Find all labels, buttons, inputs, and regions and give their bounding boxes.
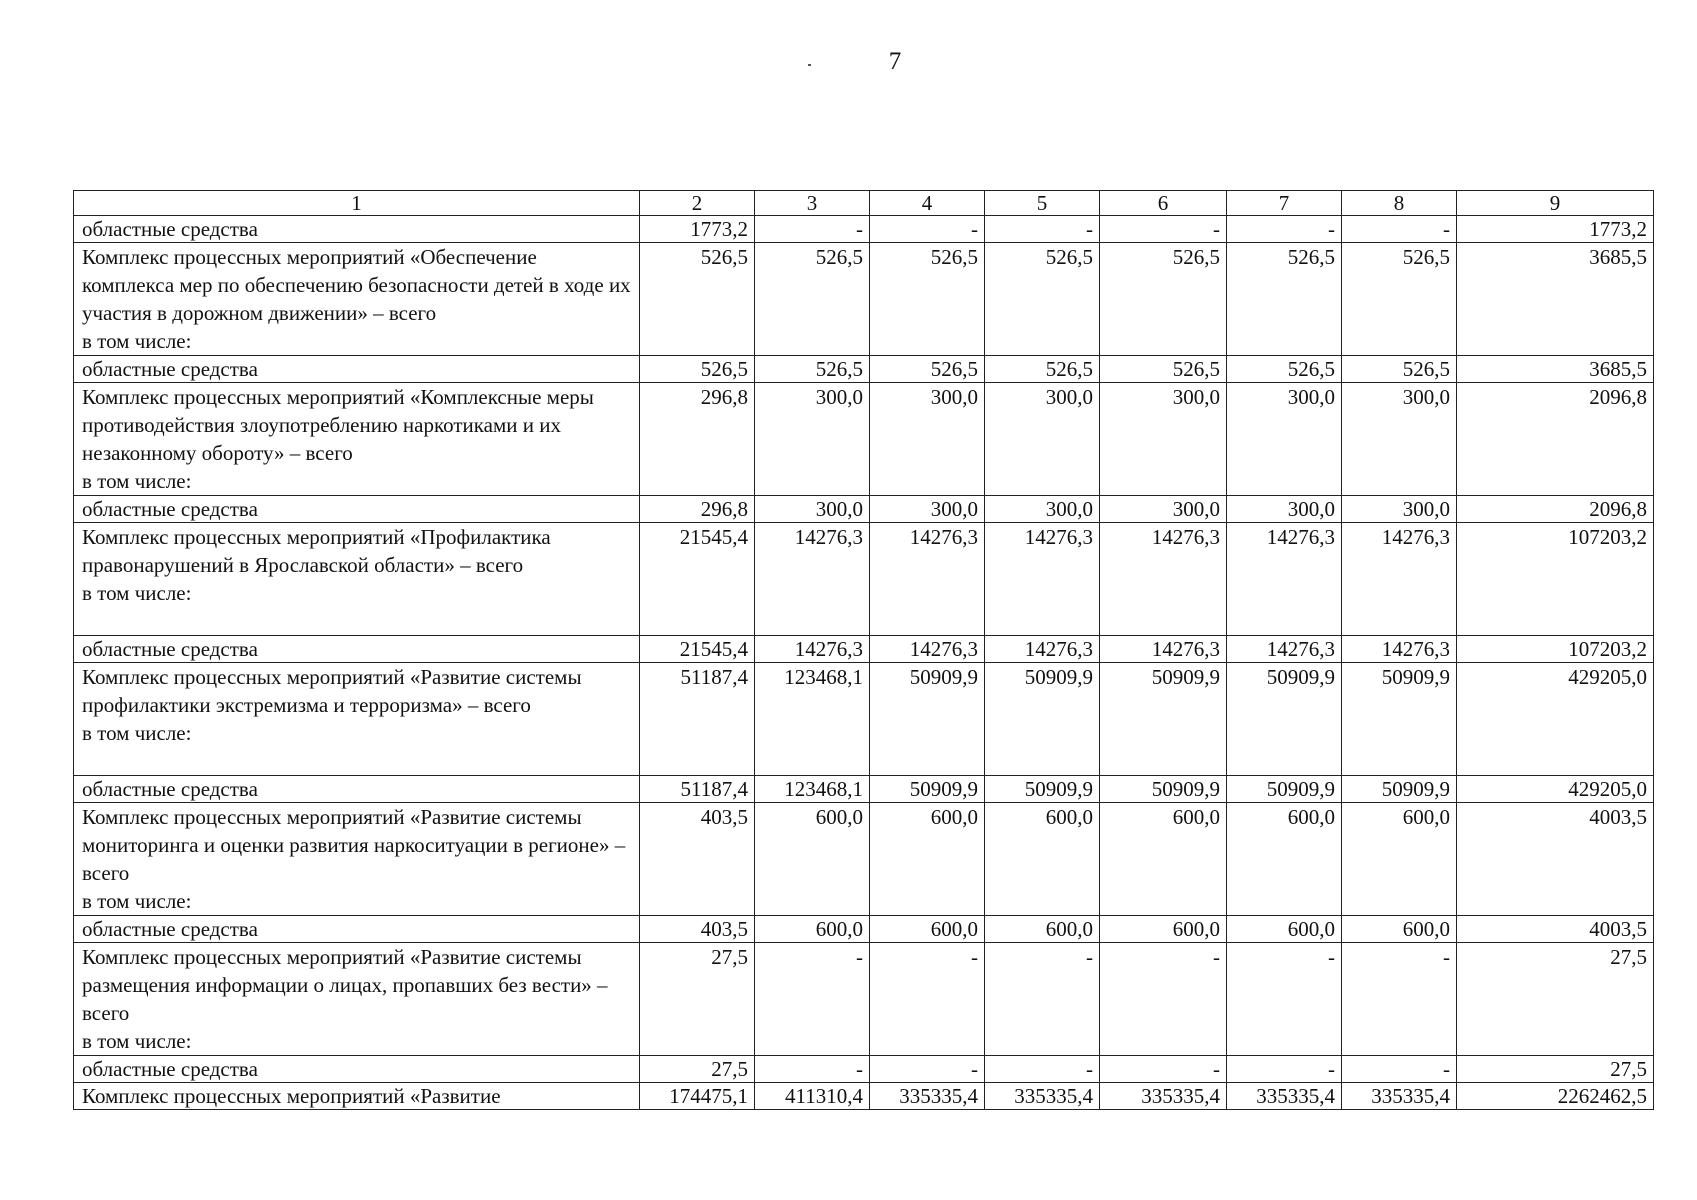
budget-value-cell: - [755, 1056, 870, 1083]
budget-value-cell: 27,5 [640, 943, 755, 1056]
funding-source-name: областные средства [74, 216, 640, 243]
column-number-header: 9 [1457, 191, 1654, 216]
budget-value-cell: - [755, 216, 870, 243]
program-complex-row [74, 943, 1654, 1056]
budget-value-cell: 429205,0 [1457, 776, 1654, 803]
funding-source-name: областные средства [74, 1056, 640, 1083]
budget-value-cell: 600,0 [1227, 916, 1342, 943]
budget-value-cell: 335335,4 [985, 1083, 1100, 1110]
budget-table [73, 190, 1654, 1110]
budget-value-cell: 14276,3 [1342, 523, 1457, 636]
budget-value-cell: 300,0 [1342, 496, 1457, 523]
budget-value-cell: 14276,3 [1100, 636, 1227, 663]
program-complex-row [74, 1083, 1654, 1110]
budget-value-cell: 600,0 [870, 916, 985, 943]
column-number-header: 3 [755, 191, 870, 216]
budget-value-cell: 3685,5 [1457, 356, 1654, 383]
budget-value-cell: - [1100, 1056, 1227, 1083]
budget-value-cell: 14276,3 [1227, 636, 1342, 663]
budget-value-cell: 14276,3 [755, 636, 870, 663]
budget-value-cell: 600,0 [755, 916, 870, 943]
budget-value-cell: 14276,3 [985, 523, 1100, 636]
budget-value-cell: 27,5 [1457, 943, 1654, 1056]
budget-value-cell: 526,5 [1342, 243, 1457, 356]
budget-value-cell: 123468,1 [755, 776, 870, 803]
budget-value-cell: 526,5 [1100, 356, 1227, 383]
budget-value-cell: 600,0 [1100, 916, 1227, 943]
budget-value-cell: 123468,1 [755, 663, 870, 776]
budget-value-cell: 50909,9 [1100, 663, 1227, 776]
funding-source-name: областные средства [74, 916, 640, 943]
budget-value-cell: 50909,9 [1227, 776, 1342, 803]
program-complex-name: Комплекс процессных мероприятий «Развитие системы размещения информации о лицах, пропавших без вести» – всего в том числе: [74, 943, 640, 1056]
funding-source-name: областные средства [74, 356, 640, 383]
funding-source-name: областные средства [74, 496, 640, 523]
budget-value-cell: 27,5 [1457, 1056, 1654, 1083]
budget-value-cell: 14276,3 [870, 523, 985, 636]
funding-source-row [74, 216, 1654, 243]
program-complex-row [74, 523, 1654, 636]
budget-value-cell: 429205,0 [1457, 663, 1654, 776]
budget-value-cell: 526,5 [755, 243, 870, 356]
budget-value-cell: - [985, 1056, 1100, 1083]
budget-value-cell: 14276,3 [1342, 636, 1457, 663]
budget-value-cell: 600,0 [1100, 803, 1227, 916]
column-number-header: 6 [1100, 191, 1227, 216]
budget-value-cell: 14276,3 [870, 636, 985, 663]
budget-value-cell: 51187,4 [640, 776, 755, 803]
budget-value-cell: 107203,2 [1457, 523, 1654, 636]
budget-value-cell: 600,0 [755, 803, 870, 916]
program-complex-name: Комплекс процессных мероприятий «Комплексные меры противодействия злоупотреблению наркотиками и их незаконному обороту» – всего в том числе: [74, 383, 640, 496]
budget-value-cell: 50909,9 [1227, 663, 1342, 776]
program-complex-name: Комплекс процессных мероприятий «Обеспечение комплекса мер по обеспечению безопасности детей в ходе их участия в дорожном движении» – всего в том числе: [74, 243, 640, 356]
budget-value-cell: 174475,1 [640, 1083, 755, 1110]
budget-value-cell: 526,5 [640, 243, 755, 356]
budget-value-cell: 411310,4 [755, 1083, 870, 1110]
budget-value-cell: 300,0 [755, 383, 870, 496]
budget-value-cell: 14276,3 [1100, 523, 1227, 636]
budget-value-cell: 600,0 [1342, 916, 1457, 943]
budget-value-cell: 296,8 [640, 383, 755, 496]
funding-source-row [74, 356, 1654, 383]
budget-value-cell: 335335,4 [1227, 1083, 1342, 1110]
budget-value-cell: - [755, 943, 870, 1056]
funding-source-name: областные средства [74, 776, 640, 803]
budget-value-cell: 600,0 [1227, 803, 1342, 916]
program-complex-name: Комплекс процессных мероприятий «Развитие системы мониторинга и оценки развития наркоситуации в регионе» – всего в том числе: [74, 803, 640, 916]
budget-value-cell: - [1342, 1056, 1457, 1083]
budget-value-cell: 335335,4 [1342, 1083, 1457, 1110]
budget-value-cell: 335335,4 [1100, 1083, 1227, 1110]
budget-value-cell: 50909,9 [985, 776, 1100, 803]
budget-value-cell: 4003,5 [1457, 803, 1654, 916]
column-number-header: 1 [74, 191, 640, 216]
budget-value-cell: 526,5 [1342, 356, 1457, 383]
budget-value-cell: 1773,2 [1457, 216, 1654, 243]
budget-value-cell: 14276,3 [985, 636, 1100, 663]
budget-value-cell: 300,0 [1227, 496, 1342, 523]
budget-value-cell: 300,0 [870, 383, 985, 496]
budget-value-cell: 300,0 [985, 496, 1100, 523]
column-number-header: 7 [1227, 191, 1342, 216]
budget-value-cell: 1773,2 [640, 216, 755, 243]
budget-value-cell: 50909,9 [1342, 776, 1457, 803]
budget-value-cell: 526,5 [640, 356, 755, 383]
budget-value-cell: - [1227, 216, 1342, 243]
table-header-row [74, 191, 1654, 216]
budget-value-cell: 526,5 [755, 356, 870, 383]
program-complex-name: Комплекс процессных мероприятий «Развитие системы профилактики экстремизма и терроризма» – всего в том числе: [74, 663, 640, 776]
budget-value-cell: 600,0 [985, 803, 1100, 916]
budget-value-cell: 526,5 [1100, 243, 1227, 356]
program-complex-name: Комплекс процессных мероприятий «Развитие [74, 1083, 640, 1110]
budget-value-cell: 300,0 [755, 496, 870, 523]
budget-value-cell: - [1227, 943, 1342, 1056]
column-number-header: 8 [1342, 191, 1457, 216]
budget-value-cell: 27,5 [640, 1056, 755, 1083]
budget-value-cell: 526,5 [870, 243, 985, 356]
budget-value-cell: 300,0 [1227, 383, 1342, 496]
budget-value-cell: 14276,3 [755, 523, 870, 636]
funding-source-row [74, 496, 1654, 523]
budget-value-cell: 300,0 [1100, 383, 1227, 496]
budget-value-cell: - [1100, 943, 1227, 1056]
budget-value-cell: 526,5 [985, 243, 1100, 356]
budget-value-cell: 3685,5 [1457, 243, 1654, 356]
program-complex-row [74, 243, 1654, 356]
budget-value-cell: - [870, 216, 985, 243]
budget-value-cell: 403,5 [640, 803, 755, 916]
budget-value-cell: 300,0 [1342, 383, 1457, 496]
funding-source-row [74, 636, 1654, 663]
budget-value-cell: 50909,9 [985, 663, 1100, 776]
budget-value-cell: - [870, 1056, 985, 1083]
budget-value-cell: 50909,9 [870, 776, 985, 803]
budget-value-cell: 403,5 [640, 916, 755, 943]
budget-value-cell: - [870, 943, 985, 1056]
column-number-header: 5 [985, 191, 1100, 216]
budget-value-cell: 50909,9 [870, 663, 985, 776]
budget-value-cell: - [985, 943, 1100, 1056]
budget-value-cell: 14276,3 [1227, 523, 1342, 636]
budget-value-cell: 296,8 [640, 496, 755, 523]
budget-value-cell: 2096,8 [1457, 383, 1654, 496]
budget-value-cell: - [1100, 216, 1227, 243]
budget-value-cell: 600,0 [1342, 803, 1457, 916]
budget-value-cell: 526,5 [985, 356, 1100, 383]
funding-source-row [74, 776, 1654, 803]
program-complex-row [74, 663, 1654, 776]
budget-value-cell: 50909,9 [1100, 776, 1227, 803]
budget-value-cell: 21545,4 [640, 636, 755, 663]
budget-value-cell: 335335,4 [870, 1083, 985, 1110]
funding-source-row [74, 1056, 1654, 1083]
budget-value-cell: - [1227, 1056, 1342, 1083]
budget-value-cell: - [985, 216, 1100, 243]
budget-value-cell: 107203,2 [1457, 636, 1654, 663]
budget-value-cell: 526,5 [870, 356, 985, 383]
program-complex-row [74, 383, 1654, 496]
page-number: 7 [888, 48, 902, 75]
program-complex-name: Комплекс процессных мероприятий «Профилактика правонарушений в Ярославской области» – всего в том числе: [74, 523, 640, 636]
column-number-header: 4 [870, 191, 985, 216]
program-complex-row [74, 803, 1654, 916]
budget-value-cell: 2262462,5 [1457, 1083, 1654, 1110]
budget-value-cell: 526,5 [1227, 243, 1342, 356]
budget-value-cell: 526,5 [1227, 356, 1342, 383]
budget-value-cell: 300,0 [870, 496, 985, 523]
budget-value-cell: 300,0 [985, 383, 1100, 496]
budget-value-cell: - [1342, 943, 1457, 1056]
budget-value-cell: - [1342, 216, 1457, 243]
budget-value-cell: 51187,4 [640, 663, 755, 776]
budget-value-cell: 600,0 [985, 916, 1100, 943]
column-number-header: 2 [640, 191, 755, 216]
budget-value-cell: 4003,5 [1457, 916, 1654, 943]
budget-value-cell: 300,0 [1100, 496, 1227, 523]
budget-value-cell: 50909,9 [1342, 663, 1457, 776]
budget-value-cell: 600,0 [870, 803, 985, 916]
budget-value-cell: 21545,4 [640, 523, 755, 636]
funding-source-row [74, 916, 1654, 943]
scan-artifact [808, 64, 811, 66]
funding-source-name: областные средства [74, 636, 640, 663]
budget-value-cell: 2096,8 [1457, 496, 1654, 523]
